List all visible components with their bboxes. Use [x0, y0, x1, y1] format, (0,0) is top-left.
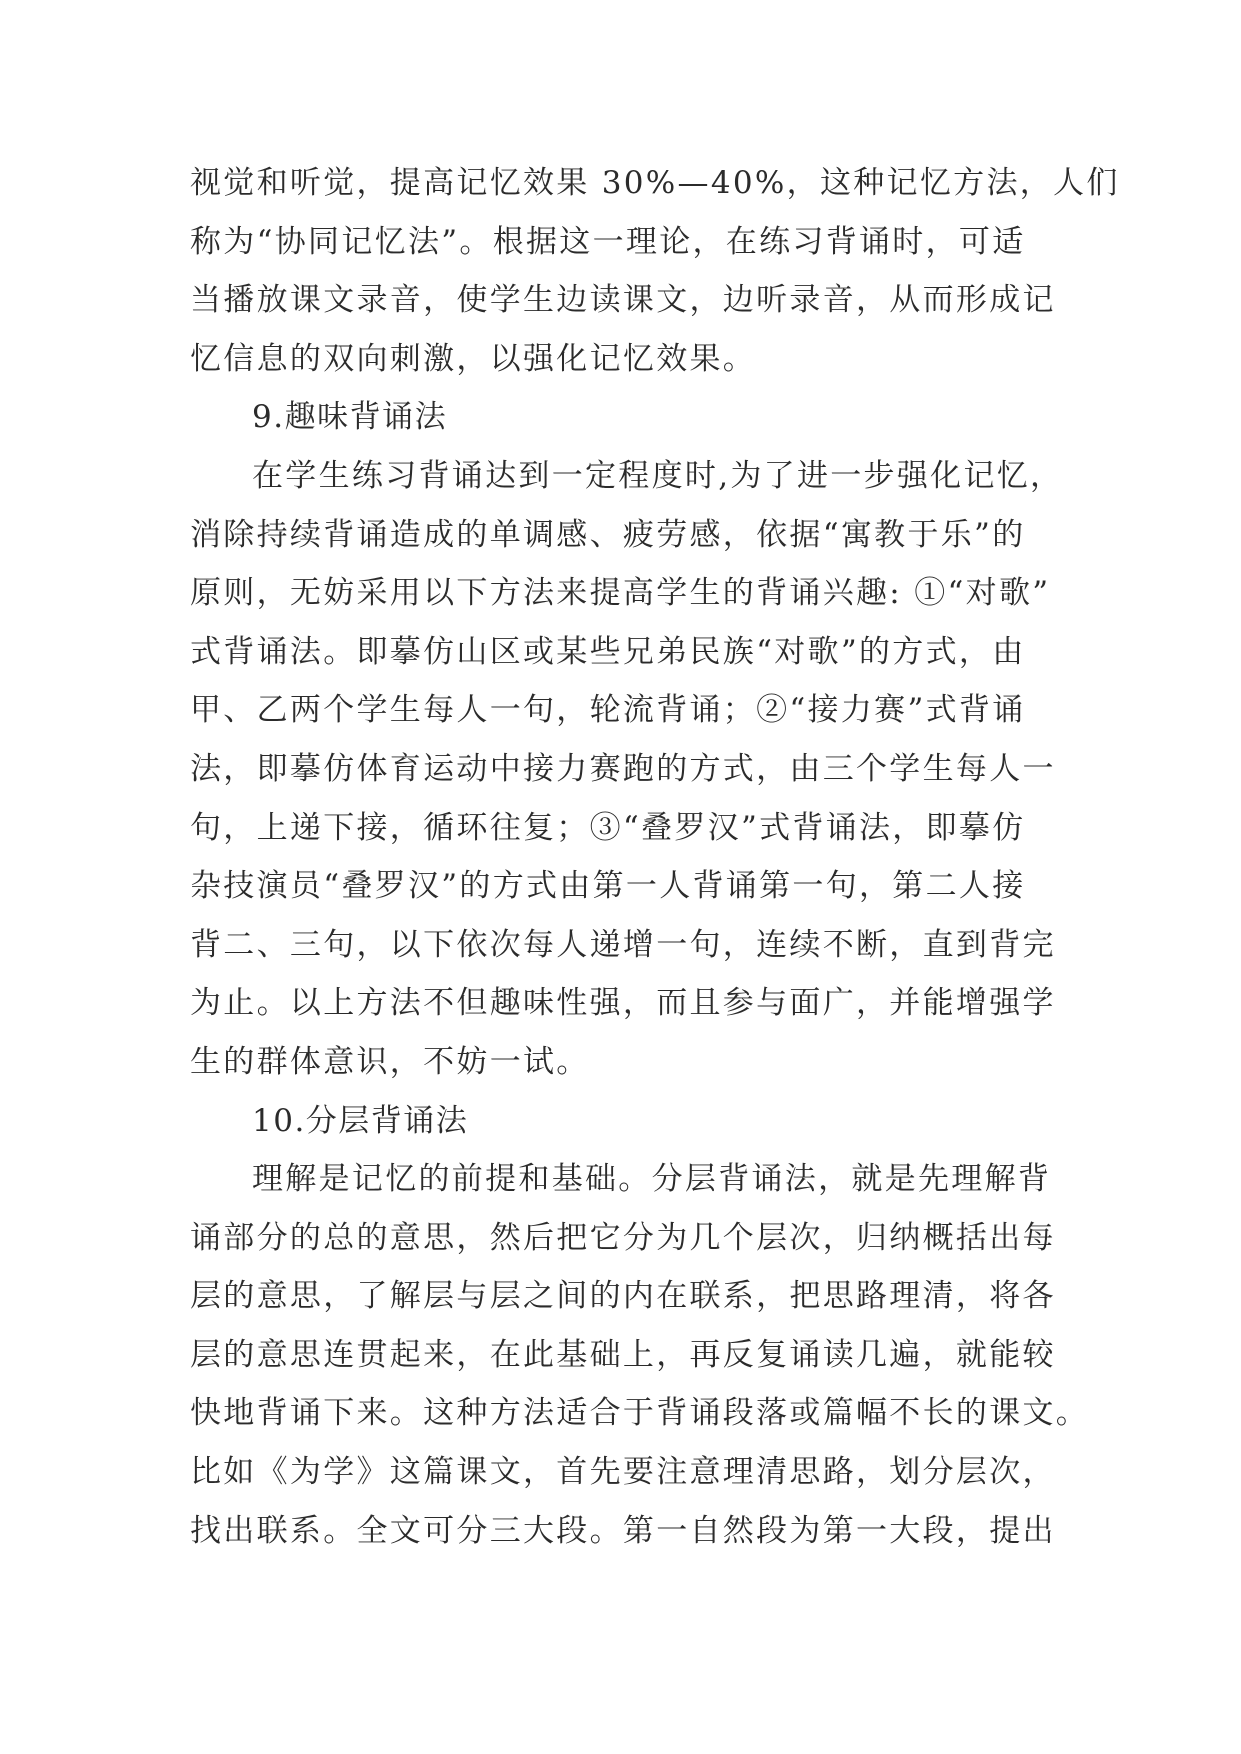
text-line: 甲、乙两个学生每人一句，轮流背诵；②“接力赛”式背诵 — [190, 692, 1026, 729]
text-line: 诵部分的总的意思，然后把它分为几个层次，归纳概括出每 — [190, 1219, 1056, 1256]
document-body — [190, 154, 1120, 1560]
text-line: 生的群体意识，不妨一试。 — [190, 1043, 590, 1080]
text-line: 为止。以上方法不但趣味性强，而且参与面广，并能增强学 — [190, 985, 1056, 1022]
text-line: 式背诵法。即摹仿山区或某些兄弟民族“对歌”的方式，由 — [190, 633, 1026, 670]
text-line: 消除持续背诵造成的单调感、疲劳感，依据“寓教于乐”的 — [190, 516, 1026, 553]
text-line: 背二、三句，以下依次每人递增一句，连续不断，直到背完 — [190, 926, 1056, 963]
text-line: 找出联系。全文可分三大段。第一自然段为第一大段，提出 — [190, 1512, 1056, 1549]
section-heading-10: 10.分层背诵法 — [252, 1102, 469, 1139]
text-line: 快地背诵下来。这种方法适合于背诵段落或篇幅不长的课文。 — [190, 1395, 1090, 1432]
text-line: 原则，无妨采用以下方法来提高学生的背诵兴趣: ①“对歌” — [190, 575, 1051, 612]
text-line: 比如《为学》这篇课文，首先要注意理清思路，划分层次， — [190, 1454, 1056, 1491]
text-line: 当播放课文录音，使学生边读课文，边听录音，从而形成记 — [190, 282, 1056, 319]
section-heading-9: 9.趣味背诵法 — [252, 399, 448, 436]
text-line: 法，即摹仿体育运动中接力赛跑的方式，由三个学生每人一 — [190, 750, 1056, 787]
text-line: 句，上递下接，循环往复；③“叠罗汉”式背诵法，即摹仿 — [190, 809, 1026, 846]
text-line: 忆信息的双向刺激，以强化记忆效果。 — [190, 340, 757, 377]
text-line: 层的意思连贯起来，在此基础上，再反复诵读几遍，就能较 — [190, 1336, 1056, 1373]
text-line: 理解是记忆的前提和基础。分层背诵法，就是先理解背 — [252, 1161, 1052, 1198]
text-line: 层的意思，了解层与层之间的内在联系，把思路理清，将各 — [190, 1278, 1056, 1315]
text-line: 视觉和听觉，提高记忆效果 30%—40%，这种记忆方法，人们 — [190, 165, 1120, 201]
text-line: 称为“协同记忆法”。根据这一理论，在练习背诵时，可适 — [190, 223, 1026, 260]
text-line: 在学生练习背诵达到一定程度时,为了进一步强化记忆， — [252, 457, 1064, 494]
text-line: 杂技演员“叠罗汉”的方式由第一人背诵第一句，第二人接 — [190, 868, 1026, 905]
